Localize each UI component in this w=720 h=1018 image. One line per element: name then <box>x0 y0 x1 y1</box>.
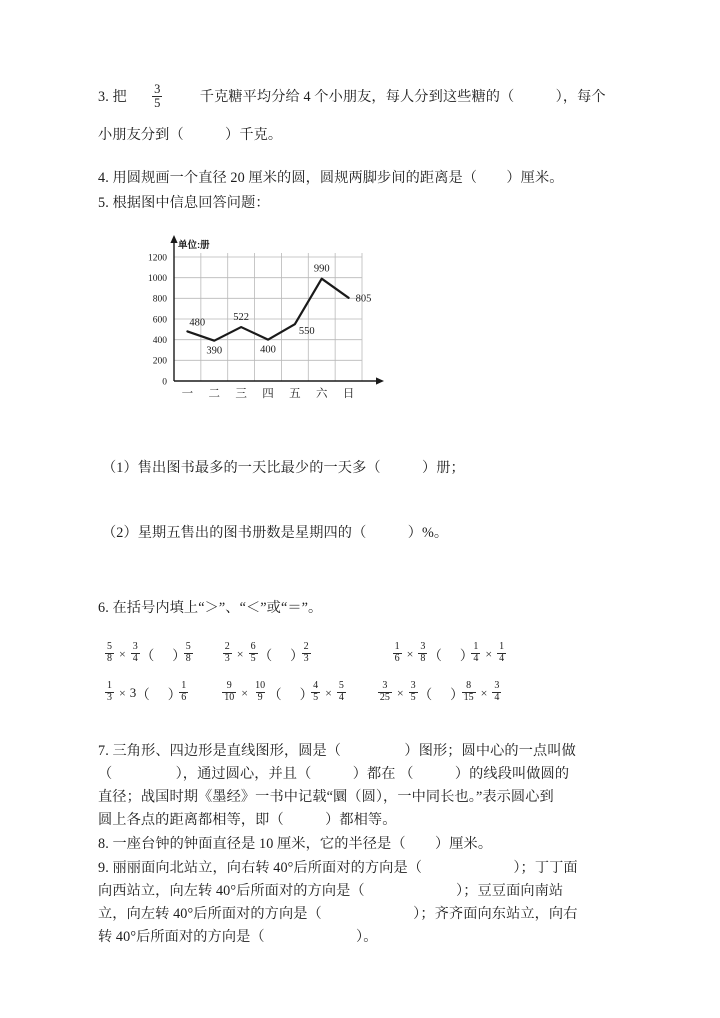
question-3-text-a: 千克糖平均分给 4 个小朋友，每人分到这些糖的（ <box>199 88 515 105</box>
question-3-line-1 <box>98 84 643 111</box>
multiply-operator: × <box>396 685 404 700</box>
fraction-numerator: 3 <box>154 82 161 96</box>
fraction <box>337 681 346 703</box>
fraction-denominator: 4 <box>338 691 344 703</box>
question-4 <box>98 167 643 190</box>
fraction-numerator: 3 <box>132 641 138 653</box>
question-5-sub-2 <box>102 522 643 545</box>
fraction <box>418 642 427 664</box>
fraction-denominator: 4 <box>473 652 479 664</box>
sub-2-text-a: （2）星期五售出的图书册数是星期四的（ <box>102 525 367 542</box>
fraction-numerator: 5 <box>338 680 344 692</box>
multiply-operator: × <box>485 646 493 661</box>
fraction <box>253 681 267 703</box>
question-9 <box>98 857 643 949</box>
fraction <box>492 681 501 703</box>
fraction-denominator: 4 <box>132 652 138 664</box>
fraction <box>105 642 114 664</box>
chart-point-label: 400 <box>260 344 276 356</box>
question-3 <box>98 84 643 147</box>
chart-point-label: 990 <box>313 263 330 275</box>
question-7-text-e: ）都在 （ <box>352 766 414 783</box>
comparison-row-2 <box>98 676 643 710</box>
question-7-line-2 <box>98 763 643 786</box>
comparison-answer-blank[interactable]: （ ） <box>136 687 182 703</box>
question-7-line-3 <box>98 786 643 809</box>
fraction-numerator: 3 <box>410 680 416 692</box>
fraction-numerator: 3 <box>382 680 388 692</box>
multiply-operator: × <box>325 685 332 700</box>
question-8-text-b: ）厘米。 <box>434 836 493 853</box>
fraction <box>179 681 188 703</box>
fraction-denominator: 3 <box>224 652 230 664</box>
chart-y-axis-arrow <box>170 235 177 243</box>
multiply-operator: × <box>119 685 126 700</box>
chart-data-line <box>187 279 348 341</box>
fraction-numerator: 1 <box>181 680 187 692</box>
fraction-denominator: 5 <box>313 691 319 703</box>
chart-y-tick-label: 600 <box>152 315 167 326</box>
fraction <box>311 681 320 703</box>
chart-x-tick-label: 三 <box>235 388 247 401</box>
question-9-line-2 <box>98 880 643 903</box>
chart-y-tick-label: 0 <box>162 377 167 388</box>
question-8 <box>98 833 643 856</box>
fraction <box>249 642 258 664</box>
comparison-answer-blank[interactable]: （ ） <box>268 687 314 703</box>
fraction <box>222 681 236 703</box>
fraction <box>302 642 311 664</box>
fraction-denominator: 9 <box>257 691 263 703</box>
comparison-row-1 <box>98 637 643 671</box>
chart-canvas <box>126 231 386 411</box>
fraction <box>131 642 140 664</box>
chart-point-label: 390 <box>206 345 223 357</box>
fraction-denominator: 8 <box>107 652 112 664</box>
comparison-answer-blank[interactable]: （ ） <box>418 687 464 703</box>
fraction-denominator: 10 <box>224 691 235 703</box>
question-9-text-b: ）；丁丁面 <box>513 860 578 877</box>
question-9-line-3 <box>98 903 643 926</box>
multiply-operator: × <box>406 646 414 661</box>
comparison-expression <box>104 643 194 665</box>
question-7-text-b: ）图形；圆中心的一点叫做 <box>404 743 576 760</box>
comparison-expression <box>222 643 312 665</box>
multiply-operator: × <box>480 685 488 700</box>
chart-y-tick-label: 800 <box>152 294 167 305</box>
chart-point-label: 805 <box>355 293 372 305</box>
question-3-text-d: ）千克。 <box>225 127 283 144</box>
question-7-line-4 <box>98 809 643 832</box>
sub-1-text-b: ）册； <box>421 460 465 477</box>
comparison-expression <box>392 643 508 665</box>
fraction-numerator: 1 <box>394 641 400 653</box>
comparison-answer-blank[interactable]: （ ） <box>428 648 474 664</box>
fraction-denominator: 6 <box>394 652 400 664</box>
question-7-text-c: （ <box>98 766 113 783</box>
question-5-sub-1 <box>102 457 643 480</box>
fraction-numerator: 4 <box>313 680 319 692</box>
fraction-denominator: 8 <box>185 652 191 664</box>
chart-y-tick-label: 1000 <box>148 274 167 285</box>
chart-x-tick-label: 一 <box>181 388 194 401</box>
question-9-text-h: ）。 <box>356 929 378 946</box>
fraction-numerator: 1 <box>499 641 505 653</box>
fraction-denominator: 3 <box>303 652 309 664</box>
multiply-operator: × <box>119 646 126 661</box>
fraction-denominator: 3 <box>107 691 112 703</box>
question-7-text-i: ）都相等。 <box>325 812 397 829</box>
chart-unit-label: 单位:册 <box>178 240 210 252</box>
fraction-denominator: 5 <box>410 691 416 703</box>
fraction-denominator: 8 <box>420 652 426 664</box>
comparison-expression <box>221 682 347 704</box>
fraction <box>497 642 506 664</box>
fraction-denominator: 15 <box>463 691 474 703</box>
multiply-operator: × <box>236 646 244 661</box>
question-9-text-g: 转 40°后所面对的方向是（ <box>98 929 265 946</box>
question-9-line-1 <box>98 857 643 880</box>
chart-x-tick-label: 二 <box>208 388 221 401</box>
fraction-denominator: 4 <box>499 652 505 664</box>
chart-point-label: 550 <box>298 326 315 338</box>
fraction-numerator: 1 <box>473 641 479 653</box>
sub-1-text-a: （1）售出图书最多的一天比最少的一天多（ <box>102 460 381 477</box>
chart-y-tick-label: 1200 <box>148 253 167 264</box>
question-7-text-g: 直径；战国时期《墨经》一书中记载“圜（圆），一中同长也。”表示圆心到 <box>98 789 554 806</box>
fraction-numerator: 1 <box>107 680 112 692</box>
fraction-numerator: 6 <box>250 641 256 653</box>
question-3-lead: 把 <box>112 88 127 105</box>
fraction-numerator: 8 <box>466 680 472 692</box>
question-3-text-c: 小朋友分到（ <box>98 127 184 144</box>
sub-2-text-b: ）%。 <box>407 525 449 542</box>
book-sales-line-chart <box>126 231 386 411</box>
chart-x-tick-label: 六 <box>315 388 328 401</box>
fraction-numerator: 2 <box>224 641 230 653</box>
question-8-text-a: 8. 一座台钟的钟面直径是 10 厘米，它的半径是（ <box>98 836 406 853</box>
question-9-text-c: 向西站立，向左转 40°后所面对的方向是（ <box>98 883 365 900</box>
fraction <box>378 681 392 703</box>
question-4-text-a: 4. 用圆规画一个直径 20 厘米的圆，圆规两脚步间的距离是（ <box>98 170 478 187</box>
fraction-numerator: 5 <box>107 641 112 653</box>
comparison-answer-blank[interactable]: （ ） <box>258 648 304 664</box>
question-9-line-4 <box>98 926 643 949</box>
fraction <box>105 681 114 703</box>
comparison-answer-blank[interactable]: （ ） <box>140 648 186 664</box>
fraction-denominator: 5 <box>250 652 256 664</box>
question-7-text-a: 7. 三角形、四边形是直线图形，圆是（ <box>98 743 342 760</box>
chart-x-tick-label: 日 <box>342 388 355 401</box>
comparison-expression <box>104 682 189 704</box>
question-7-line-1 <box>98 740 643 763</box>
question-6-prompt <box>98 597 643 620</box>
chart-y-tick-label: 200 <box>152 356 167 367</box>
chart-x-axis-arrow <box>376 378 384 385</box>
chart-point-label: 522 <box>233 312 250 324</box>
fraction <box>462 681 476 703</box>
fraction <box>409 681 418 703</box>
question-7-text-f: ）的线段叫做圆的 <box>454 766 570 783</box>
worksheet-content <box>98 84 643 949</box>
comparison-expression <box>377 682 503 704</box>
fraction-numerator: 3 <box>420 641 426 653</box>
question-5 <box>98 192 643 215</box>
question-3-number: 3. <box>98 88 109 105</box>
chart-x-tick-label: 四 <box>262 388 274 401</box>
fraction <box>223 642 232 664</box>
fraction <box>471 642 480 664</box>
fraction-numerator: 9 <box>226 680 232 692</box>
question-4-text-b: ）厘米。 <box>506 170 564 187</box>
multiply-operator: × <box>241 685 249 700</box>
question-9-text-e: 立，向左转 40°后所面对的方向是（ <box>98 906 322 923</box>
chart-point-label: 480 <box>189 317 206 329</box>
chart-x-tick-label: 五 <box>289 388 301 401</box>
number-literal: 3 <box>129 685 137 701</box>
fraction <box>184 642 193 664</box>
question-9-text-a: 9. 丽丽面向北站立，向右转 40°后所面对的方向是（ <box>98 860 423 877</box>
question-3-text-b: ），每个 <box>555 88 606 105</box>
fraction-denominator: 6 <box>181 691 187 703</box>
fraction-three-fifths <box>152 83 162 110</box>
fraction-numerator: 5 <box>185 641 191 653</box>
question-9-text-d: ）；豆豆面向南站 <box>456 883 564 900</box>
fraction-denominator: 4 <box>494 691 500 703</box>
question-7-text-d: ），通过圆心，并且（ <box>175 766 312 783</box>
question-5-text: 5. 根据图中信息回答问题： <box>98 195 270 212</box>
question-6-text: 6. 在括号内填上“＞”、“＜”或“＝”。 <box>98 600 323 617</box>
fraction-numerator: 3 <box>494 680 500 692</box>
fraction <box>393 642 402 664</box>
fraction-numerator: 10 <box>255 680 266 692</box>
fraction-numerator: 2 <box>303 641 309 653</box>
question-7-text-h: 圆上各点的距离都相等，即（ <box>98 812 284 829</box>
question-3-line-2 <box>98 124 643 147</box>
question-9-text-f: ）；齐齐面向东站立，向右 <box>413 906 578 923</box>
fraction-denominator: 25 <box>379 691 390 703</box>
chart-y-tick-label: 400 <box>152 336 167 347</box>
question-7 <box>98 740 643 832</box>
fraction-denominator: 5 <box>154 96 161 111</box>
